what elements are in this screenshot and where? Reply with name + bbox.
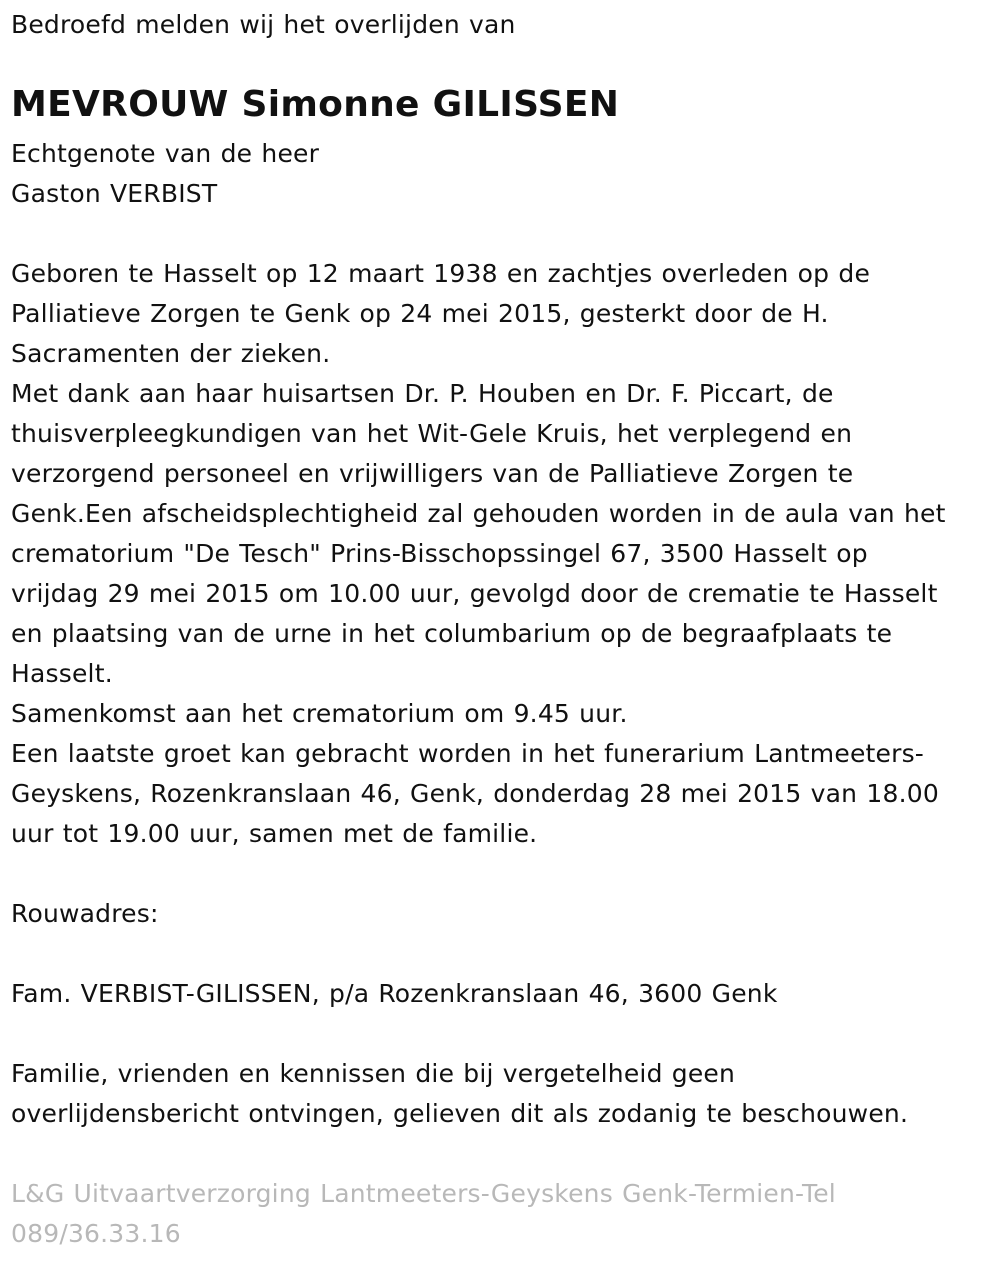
body-line: Geboren te Hasselt op 12 maart 1938 en zachtjes overleden op de [11, 259, 871, 288]
intro-text: Bedroefd melden wij het overlijden van [11, 10, 516, 39]
footer-line: L&G Uitvaartverzorging Lantmeeters-Geyskens Genk-Termien-Tel [11, 1179, 836, 1208]
rouwadres-address: Fam. VERBIST-GILISSEN, p/a Rozenkranslaan 46, 3600 Genk [11, 979, 778, 1008]
closing-note [11, 1054, 908, 1134]
closing-line: overlijdensbericht ontvingen, gelieven dit als zodanig te beschouwen. [11, 1099, 909, 1128]
closing-line: Familie, vrienden en kennissen die bij vergetelheid geen [11, 1059, 736, 1088]
body-line: Samenkomst aan het crematorium om 9.45 uur. [11, 699, 628, 728]
body-line: en plaatsing van de urne in het columbarium op de begraafplaats te [11, 619, 893, 648]
body-line: verzorgend personeel en vrijwilligers van de Palliatieve Zorgen te [11, 459, 854, 488]
body-line: crematorium "De Tesch" Prins-Bisschopssingel 67, 3500 Hasselt op [11, 539, 868, 568]
body-line: Geyskens, Rozenkranslaan 46, Genk, donderdag 28 mei 2015 van 18.00 [11, 779, 939, 808]
spouse-line: Gaston VERBIST [11, 179, 218, 208]
body-line: Met dank aan haar huisartsen Dr. P. Houben en Dr. F. Piccart, de [11, 379, 834, 408]
spouse-info [11, 134, 319, 214]
body-line: Sacramenten der zieken. [11, 339, 331, 368]
body-line: thuisverpleegkundigen van het Wit-Gele Kruis, het verplegend en [11, 419, 853, 448]
body-line: Een laatste groet kan gebracht worden in het funerarium Lantmeeters- [11, 739, 925, 768]
body-line: Palliatieve Zorgen te Genk op 24 mei 2015, gesterkt door de H. [11, 299, 829, 328]
rouwadres-label: Rouwadres: [11, 899, 159, 928]
body-line: uur tot 19.00 uur, samen met de familie. [11, 819, 538, 848]
funeral-home-footer [11, 1174, 836, 1254]
body-line: Genk.Een afscheidsplechtigheid zal gehouden worden in de aula van het [11, 499, 946, 528]
obituary-body [11, 254, 946, 854]
body-line: Hasselt. [11, 659, 113, 688]
footer-line: 089/36.33.16 [11, 1219, 181, 1248]
body-line: vrijdag 29 mei 2015 om 10.00 uur, gevolgd door de crematie te Hasselt [11, 579, 938, 608]
deceased-name: MEVROUW Simonne GILISSEN [11, 84, 620, 125]
spouse-line: Echtgenote van de heer [11, 139, 320, 168]
